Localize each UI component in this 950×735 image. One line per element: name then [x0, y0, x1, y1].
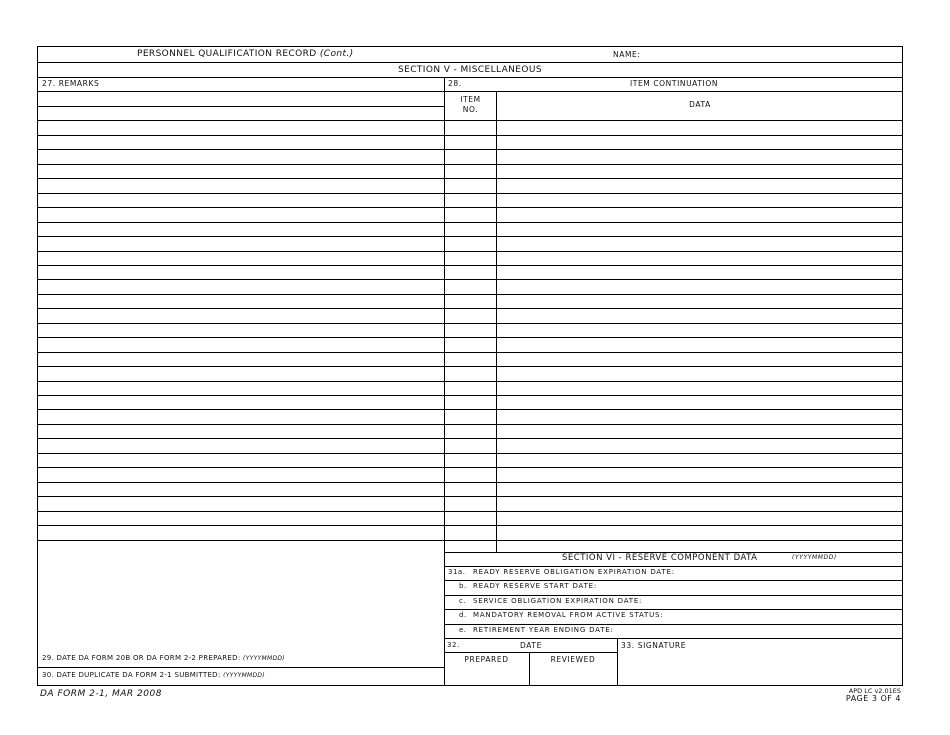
section-vi-line-input[interactable] [697, 610, 901, 623]
continuation-line [444, 438, 903, 439]
remarks-row-input[interactable] [40, 439, 444, 452]
remarks-row-input[interactable] [40, 410, 444, 423]
section-vi-line-input[interactable] [697, 596, 901, 609]
continuation-line [444, 409, 903, 410]
prepared-date-field[interactable] [447, 668, 529, 684]
continuation-line [444, 222, 903, 223]
remarks-row-input[interactable] [40, 454, 444, 467]
section-vi-line-prefix: c. [459, 597, 467, 605]
item32-number: 32. [447, 641, 460, 649]
section-vi-line-label: SERVICE OBLIGATION EXPIRATION DATE: [473, 597, 643, 605]
remarks-row-input[interactable] [40, 150, 444, 163]
section-vi-line-label: READY RESERVE START DATE: [473, 582, 598, 590]
remarks-row-input[interactable] [40, 425, 444, 438]
item-no-label-1: ITEM [460, 95, 481, 104]
item29-label-text: 29. DATE DA FORM 20B OR DA FORM 2-2 PREPARED: [42, 654, 241, 662]
remarks-row-input[interactable] [40, 367, 444, 380]
remarks-label: 27. REMARKS [42, 79, 100, 88]
section-v-title: SECTION V - MISCELLANEOUS [398, 65, 542, 75]
item30-label [42, 672, 265, 679]
form-title-text: PERSONNEL QUALIFICATION RECORD [137, 49, 317, 59]
reviewed-date-field[interactable] [532, 668, 618, 684]
remarks-row-input[interactable] [40, 483, 444, 496]
form-title-suffix: (Cont.) [319, 49, 354, 59]
form-version: APD LC v2.01ES [848, 687, 901, 695]
name-field[interactable] [647, 48, 901, 62]
continuation-line [444, 207, 903, 208]
continuation-line [444, 511, 903, 512]
remarks-row-input[interactable] [40, 280, 444, 293]
item29-format: (YYYYMMDD) [243, 655, 285, 662]
item29-divider [37, 667, 444, 668]
item33-label: 33. SIGNATURE [621, 641, 687, 650]
item30-format: (YYYYMMDD) [223, 672, 265, 679]
item28-number: 28. [448, 79, 462, 88]
continuation-line [444, 149, 903, 150]
section-vi-line-label: RETIREMENT YEAR ENDING DATE: [473, 626, 614, 634]
item-no-label-2: NO. [462, 105, 479, 114]
remarks-row-input[interactable] [40, 382, 444, 395]
remarks-row-input[interactable] [40, 526, 444, 539]
section-v-divider [37, 77, 903, 78]
section-vi-line-prefix: e. [459, 626, 467, 634]
data-label: DATA [689, 100, 711, 109]
remarks-row-input[interactable] [40, 107, 444, 120]
continuation-line [444, 395, 903, 396]
continuation-line [444, 467, 903, 468]
remarks-row-input[interactable] [40, 194, 444, 207]
continuation-line [444, 120, 903, 121]
signature-field[interactable] [619, 652, 901, 684]
continuation-line [444, 337, 903, 338]
reviewed-label: REVIEWED [550, 655, 596, 664]
continuation-line [444, 279, 903, 280]
continuation-line [444, 178, 903, 179]
continuation-line [444, 366, 903, 367]
section-vi-line-prefix: d. [459, 611, 467, 619]
remarks-row-input[interactable] [40, 396, 444, 409]
date-subheader-divider [444, 652, 617, 653]
continuation-line [444, 323, 903, 324]
continuation-line [444, 308, 903, 309]
section-vi-title: SECTION VI - RESERVE COMPONENT DATA [562, 553, 758, 563]
remarks-row-input[interactable] [40, 309, 444, 322]
remarks-row-input[interactable] [40, 208, 444, 221]
remarks-row-input[interactable] [40, 512, 444, 525]
item30-label-text: 30. DATE DUPLICATE DA FORM 2-1 SUBMITTED: [42, 671, 221, 679]
remarks-row-input[interactable] [40, 324, 444, 337]
continuation-line [444, 424, 903, 425]
header-divider [37, 62, 903, 63]
remarks-row-input[interactable] [40, 266, 444, 279]
remarks-row-input[interactable] [40, 179, 444, 192]
section-vi-line-prefix: 31a. [448, 568, 466, 576]
remarks-row-input[interactable] [40, 497, 444, 510]
item-continuation-label: ITEM CONTINUATION [629, 79, 719, 88]
remarks-row-input[interactable] [40, 223, 444, 236]
continuation-line [444, 294, 903, 295]
remarks-row-input[interactable] [40, 237, 444, 250]
continuation-line [444, 525, 903, 526]
remarks-row-input[interactable] [40, 468, 444, 481]
remarks-row-input[interactable] [40, 136, 444, 149]
name-label: NAME: [613, 50, 641, 59]
remarks-row-input[interactable] [40, 121, 444, 134]
continuation-line [444, 381, 903, 382]
remarks-header-divider [37, 91, 903, 92]
continuation-line [444, 352, 903, 353]
item32-date-label: DATE [520, 641, 542, 650]
form-identifier: DA FORM 2-1, MAR 2008 [40, 689, 162, 699]
section-vi-line-input[interactable] [697, 581, 901, 594]
remarks-row-input[interactable] [40, 353, 444, 366]
form-page [37, 46, 903, 686]
continuation-line [444, 540, 903, 541]
continuation-line [444, 135, 903, 136]
form-title [137, 50, 354, 59]
remarks-line [37, 540, 444, 541]
item29-label [42, 655, 285, 662]
section-vi-line-prefix: b. [459, 582, 467, 590]
page-number: PAGE 3 OF 4 [845, 694, 901, 703]
section-vi-line-label: READY RESERVE OBLIGATION EXPIRATION DATE: [473, 568, 675, 576]
section-vi-line-divider [444, 638, 903, 639]
continuation-line [444, 251, 903, 252]
section-vi-line-input[interactable] [697, 625, 901, 638]
continuation-line [444, 265, 903, 266]
continuation-line [444, 453, 903, 454]
section-vi-line-input[interactable] [697, 567, 901, 580]
continuation-line [444, 193, 903, 194]
section-vi-line-label: MANDATORY REMOVAL FROM ACTIVE STATUS: [473, 611, 664, 619]
prepared-label: PREPARED [464, 655, 509, 664]
continuation-line [444, 482, 903, 483]
section-vi-format: (YYYYMMDD) [792, 554, 837, 561]
remarks-row-input[interactable] [40, 252, 444, 265]
remarks-row-input[interactable] [40, 338, 444, 351]
remarks-row-input[interactable] [40, 165, 444, 178]
continuation-line [444, 496, 903, 497]
continuation-line [444, 236, 903, 237]
remarks-row-input[interactable] [40, 295, 444, 308]
continuation-line [444, 164, 903, 165]
